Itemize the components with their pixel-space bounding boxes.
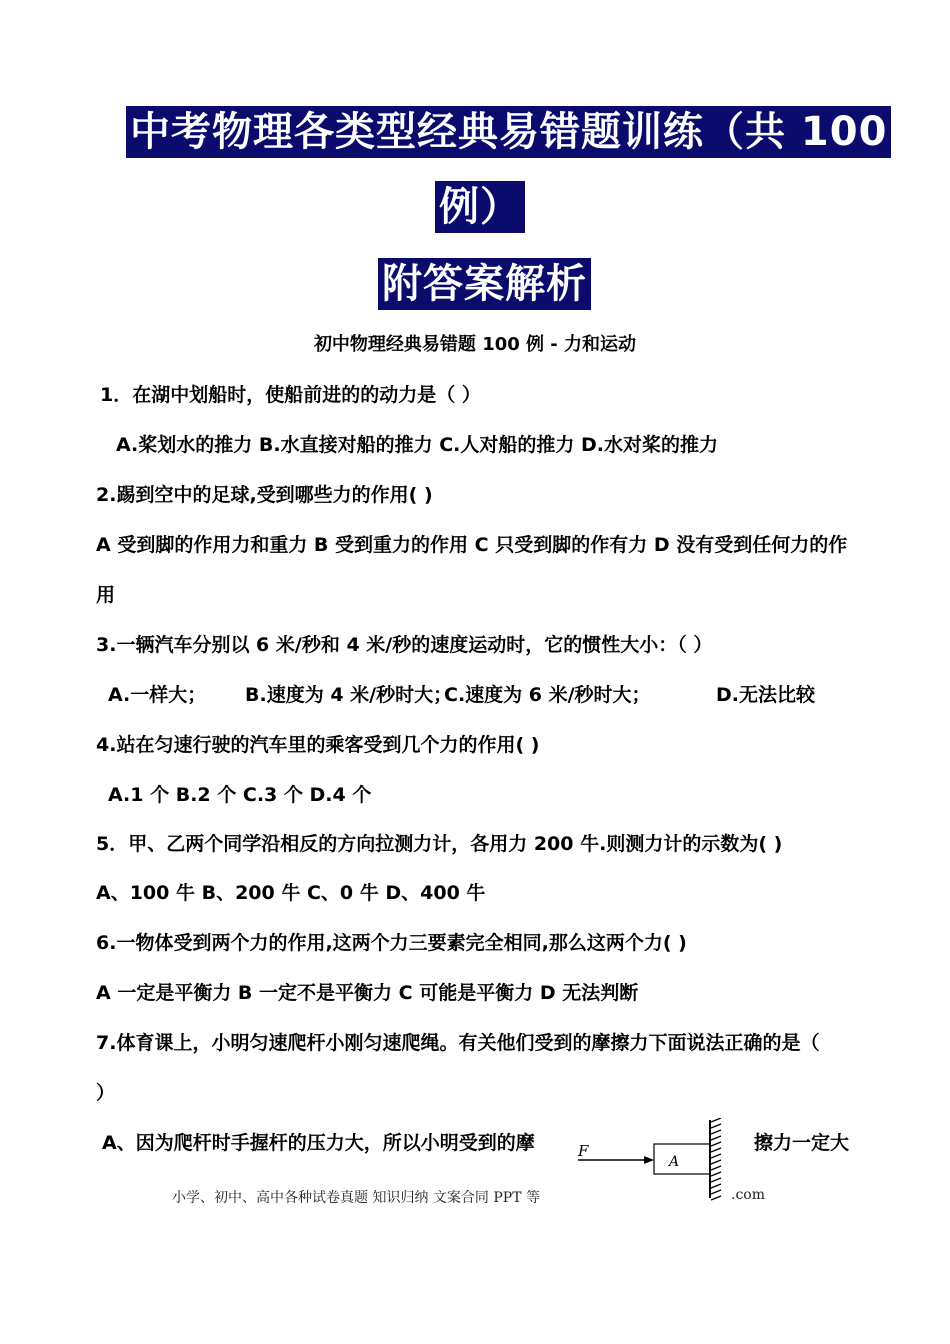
question-4: 4.站在匀速行驶的汽车里的乘客受到几个力的作用( ) [96,734,540,756]
section-subtitle: 初中物理经典易错题 100 例 - 力和运动 [313,334,637,355]
block-label: A [669,1154,680,1170]
title-line-2: 例） [435,181,525,233]
question-3-option-b: B.速度为 4 米/秒时大； [245,684,453,706]
question-1-options: A.桨划水的推力 B.水直接对船的推力 C.人对船的推力 D.水对桨的推力 [116,434,718,456]
title-line-3: 附答案解析 [378,258,591,310]
force-block-wall-figure [570,1118,740,1210]
question-7-option-a-left: A、因为爬杆时手握杆的压力大，所以小明受到的摩 [102,1132,535,1154]
question-2-options-line-2: 用 [96,584,116,606]
question-3-option-a: A.一样大； [108,684,207,706]
question-7-option-a-right: 擦力一定大 [754,1132,850,1154]
question-5-options: A、100 牛 B、200 牛 C、0 牛 D、400 牛 [96,882,486,904]
wall-hatching [711,1118,721,1200]
question-6: 6.一物体受到两个力的作用,这两个力三要素完全相同,那么这两个力( ) [96,932,687,954]
footer-text: 小学、初中、高中各种试卷真题 知识归纳 文案合同 PPT 等 [172,1190,540,1206]
title-line-1: 中考物理各类型经典易错题训练（共 100 [126,106,891,158]
question-3-option-d: D.无法比较 [716,684,815,706]
question-3: 3.一辆汽车分别以 6 米/秒和 4 米/秒的速度运动时，它的惯性大小：（ ） [96,634,713,656]
question-4-options: A.1 个 B.2 个 C.3 个 D.4 个 [108,784,372,806]
block-a [654,1144,710,1174]
question-2-options-line-1: A 受到脚的作用力和重力 B 受到重力的作用 C 只受到脚的作有力 D 没有受到任何力的作 [96,534,848,556]
question-6-options: A 一定是平衡力 B 一定不是平衡力 C 可能是平衡力 D 无法判断 [96,982,639,1004]
question-7: 7.体育课上，小明匀速爬杆小刚匀速爬绳。有关他们受到的摩擦力下面说法正确的是（ [96,1032,820,1054]
force-arrowhead [644,1156,654,1164]
question-2: 2.踢到空中的足球,受到哪些力的作用( ) [96,484,433,506]
force-label: F [578,1142,589,1160]
footer-text-end: .com [731,1187,765,1203]
question-1: 1．在湖中划船时，使船前进的的动力是（ ） [100,384,481,406]
question-3-option-c: C.速度为 6 米/秒时大； [444,684,651,706]
question-7-close-paren: ） [96,1082,116,1104]
question-5: 5．甲、乙两个同学沿相反的方向拉测力计，各用力 200 牛.则测力计的示数为( ) [96,833,783,855]
